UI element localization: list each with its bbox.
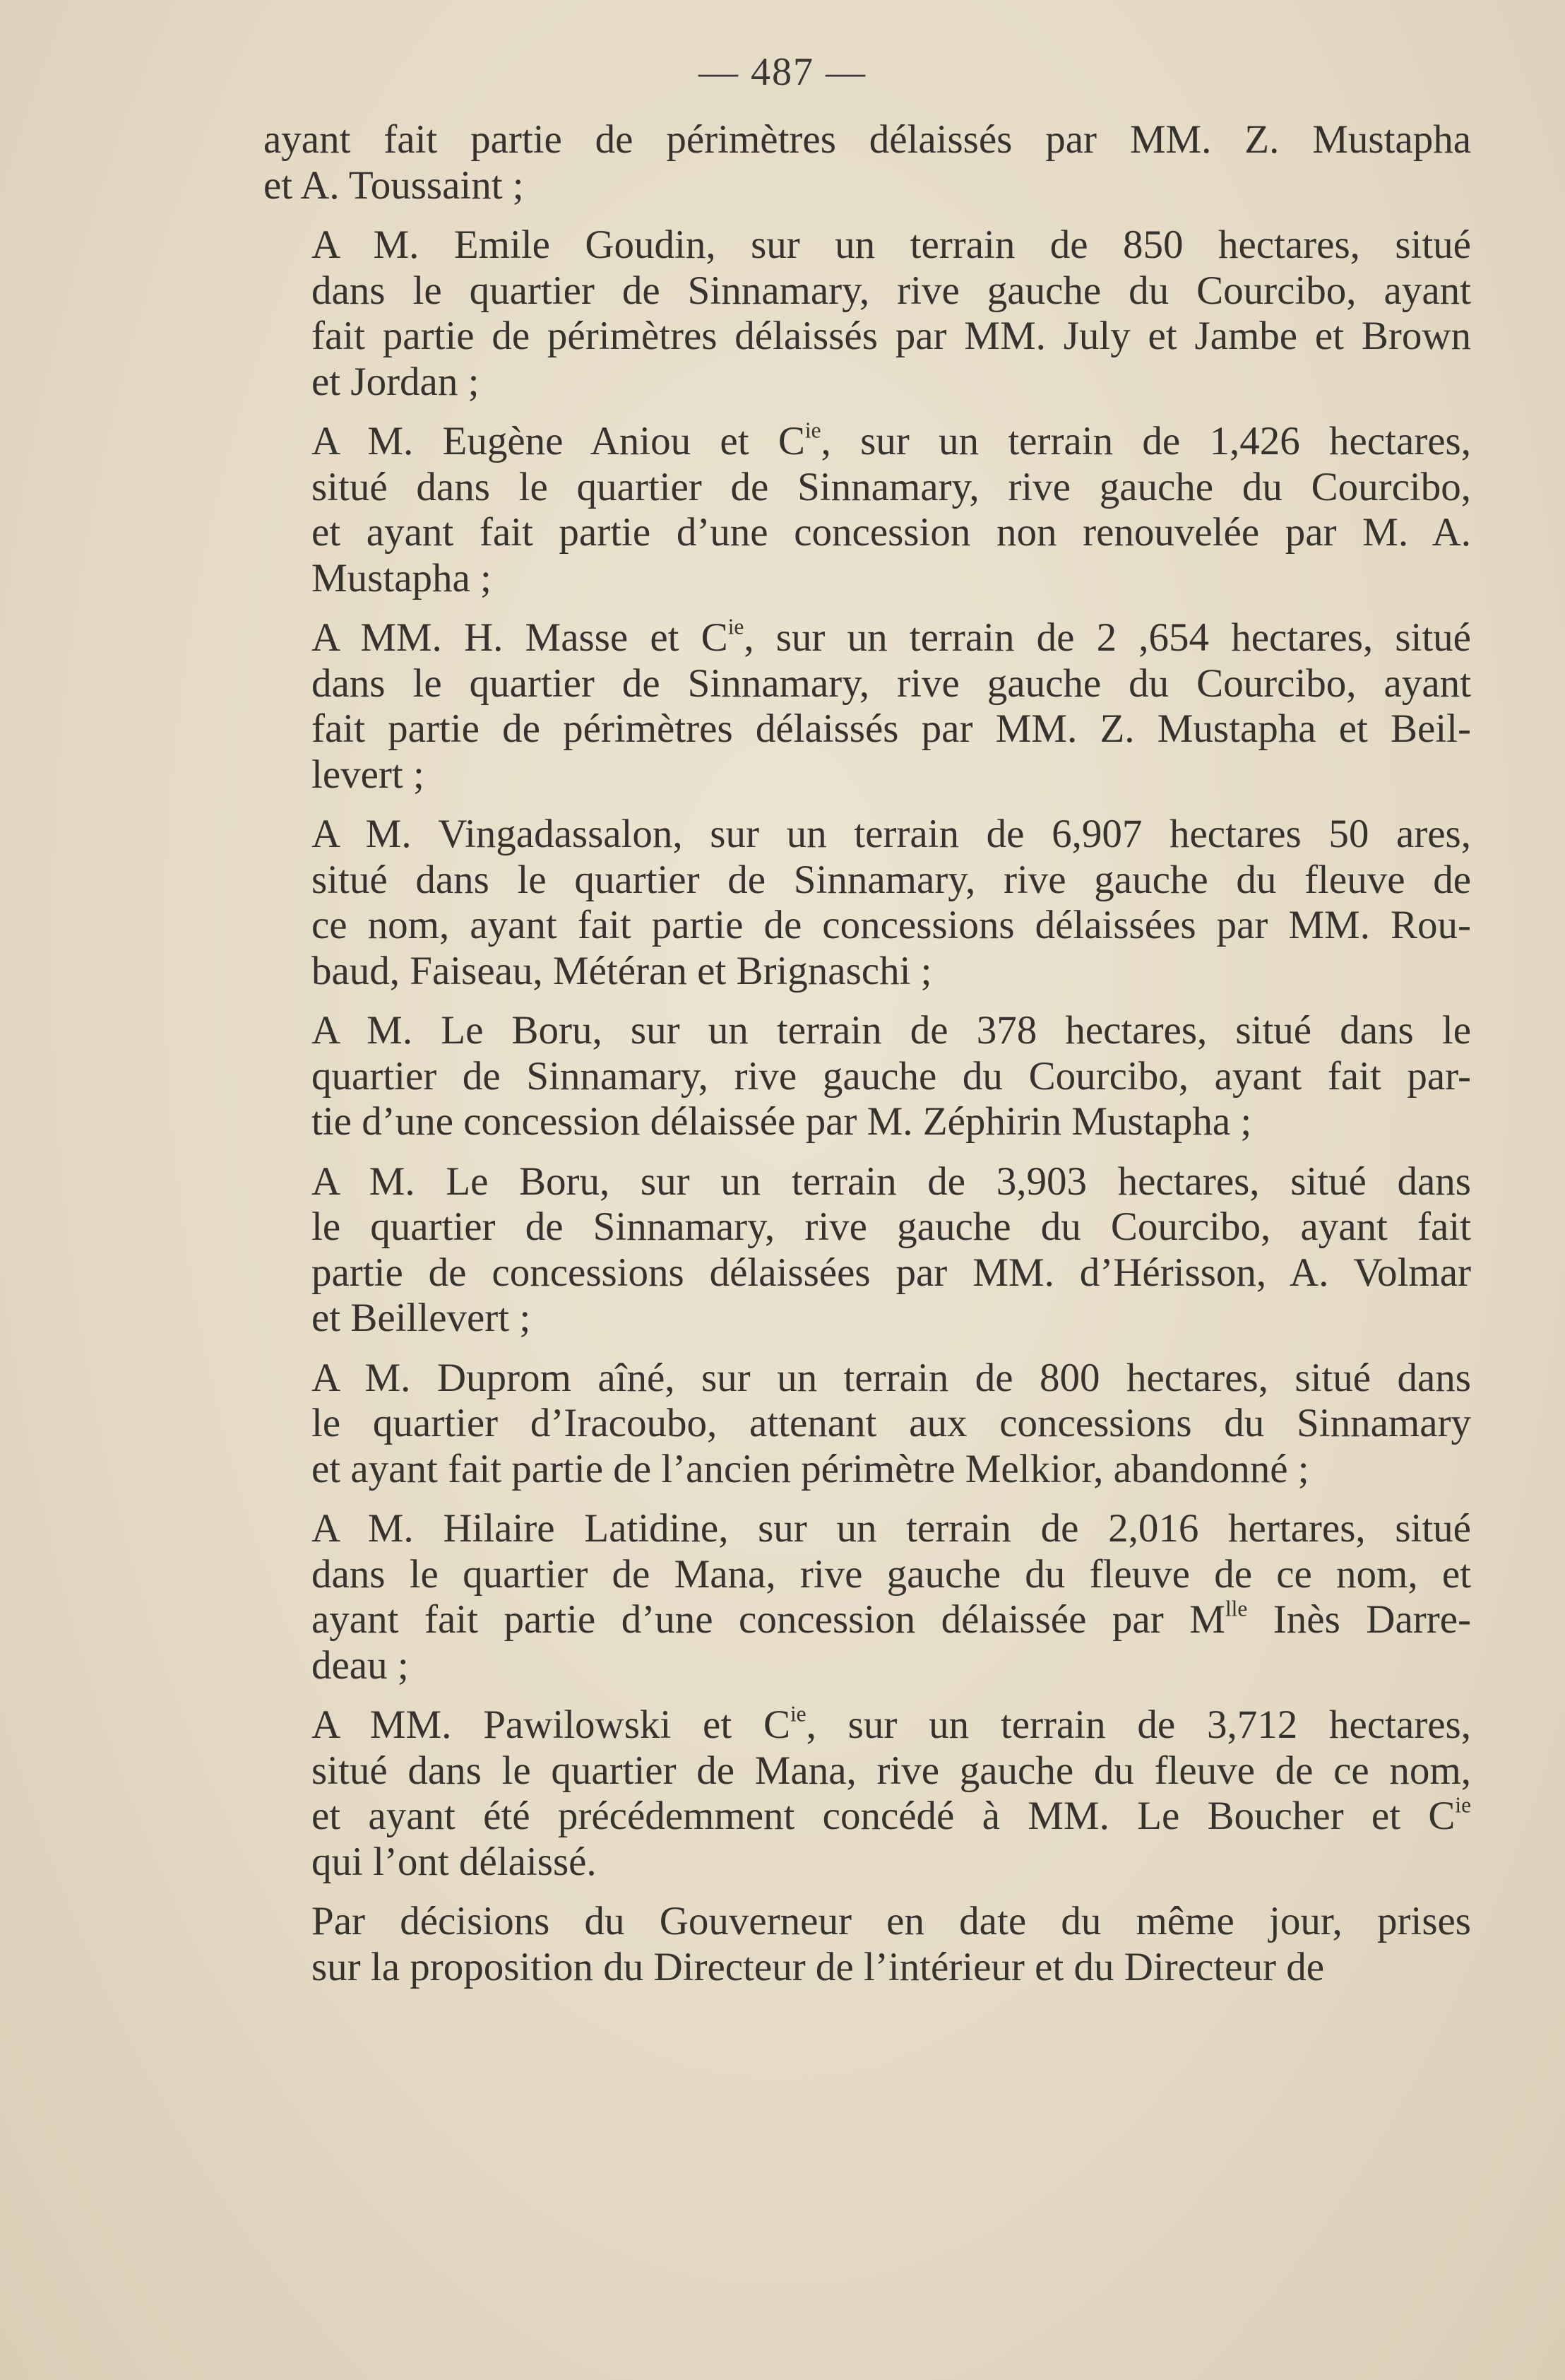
text-line: A MM. Pawilowski et $C^{ie}$, sur un terrain de 3,712 hectares, [311,1701,1471,1747]
page-number: — 487 — [698,50,867,94]
text-line: dans le quartier de Sinnamary, rive gauche du Courcibo, ayant [311,661,1471,706]
text-line: A MM. H. Masse et $C^{ie}$, sur un terrain de 2 ,654 hectares, situé [311,614,1471,660]
text-line: fait partie de périmètres délaissés par MM. Z. Mustapha et Beil- [311,706,1471,751]
text-line: sur la proposition du Directeur de l’intérieur et du Directeur de [311,1944,1324,1989]
paragraph [263,1703,1471,1885]
text-line: et Beillevert ; [311,1296,531,1340]
text-line: et ayant fait partie d’une concession non renouvelée par M. A. [311,510,1471,555]
text-line: dans le quartier de Sinnamary, rive gauche du Courcibo, ayant [311,268,1471,313]
text-line: deau ; [311,1642,409,1688]
text-line: tie d’une concession délaissée par M. Zéphirin Mustapha ; [311,1099,1252,1144]
text-line: situé dans le quartier de Sinnamary, rive gauche du Courcibo, [311,464,1471,509]
text-line: baud, Faiseau, Météran et Brignaschi ; [311,948,932,993]
text-line: ce nom, ayant fait partie de concessions délaissées par MM. Rou- [311,903,1471,947]
paragraph [263,117,1471,208]
text-line: le quartier de Sinnamary, rive gauche du Courcibo, ayant fait [311,1204,1471,1249]
text-line: A M. Hilaire Latidine, sur un terrain de 2,016 hertares, situé [311,1506,1471,1551]
text-line: situé dans le quartier de Mana, rive gauche du fleuve de ce nom, [311,1748,1471,1793]
text-line: et A. Toussaint ; [263,162,524,208]
text-line: et Jordan ; [311,359,480,404]
paragraph [263,1159,1471,1342]
text-line: ayant fait partie de périmètres délaissés par MM. Z. Mustapha [263,117,1471,162]
paragraph [263,1008,1471,1145]
paragraph [263,812,1471,994]
text-line: et ayant fait partie de l’ancien périmètre Melkior, abandonné ; [311,1446,1309,1491]
text-line: qui l’ont délaissé. [311,1839,597,1884]
text-line: et ayant été précédemment concédé à MM. Le Boucher et $C^{ie}$ [311,1792,1471,1838]
text-line: Mustapha ; [311,555,492,600]
text-line: A M. Eugène Aniou et $C^{ie}$, sur un terrain de 1,426 hectares, [311,418,1471,463]
text-line: A M. Vingadassalon, sur un terrain de 6,907 hectares 50 ares, [311,812,1471,856]
paragraph [263,223,1471,405]
text-line: partie de concessions délaissées par MM. d’Hérisson, A. Volmar [311,1250,1471,1295]
text-line: quartier de Sinnamary, rive gauche du Courcibo, ayant fait par- [311,1053,1471,1099]
paragraph [263,615,1471,798]
text-line: Par décisions du Gouverneur en date du même jour, prises [311,1899,1471,1943]
paragraph [263,1506,1471,1688]
text-line: le quartier d’Iracoubo, attenant aux concessions du Sinnamary [311,1401,1471,1445]
text-line: A M. Le Boru, sur un terrain de 3,903 hectares, situé dans [311,1159,1471,1204]
text-line: ayant fait partie d’une concession délaissée par $M^{lle}$ Inès Darre- [311,1596,1472,1642]
text-line: fait partie de périmètres délaissés par MM. July et Jambe et Brown [311,314,1471,358]
text-line: levert ; [311,752,424,797]
text-line: situé dans le quartier de Sinnamary, rive gauche du fleuve de [311,857,1471,902]
paragraph [263,1356,1471,1493]
text-line: A M. Le Boru, sur un terrain de 378 hectares, situé dans le [311,1008,1471,1053]
text-line: A M. Emile Goudin, sur un terrain de 850 hectares, situé [311,223,1471,267]
text-line: dans le quartier de Mana, rive gauche du fleuve de ce nom, et [311,1551,1471,1597]
text-line: A M. Duprom aîné, sur un terrain de 800 hectares, situé dans [311,1355,1471,1400]
body-text [263,117,1471,2004]
paragraph [263,419,1471,601]
paragraph [263,1899,1471,1990]
